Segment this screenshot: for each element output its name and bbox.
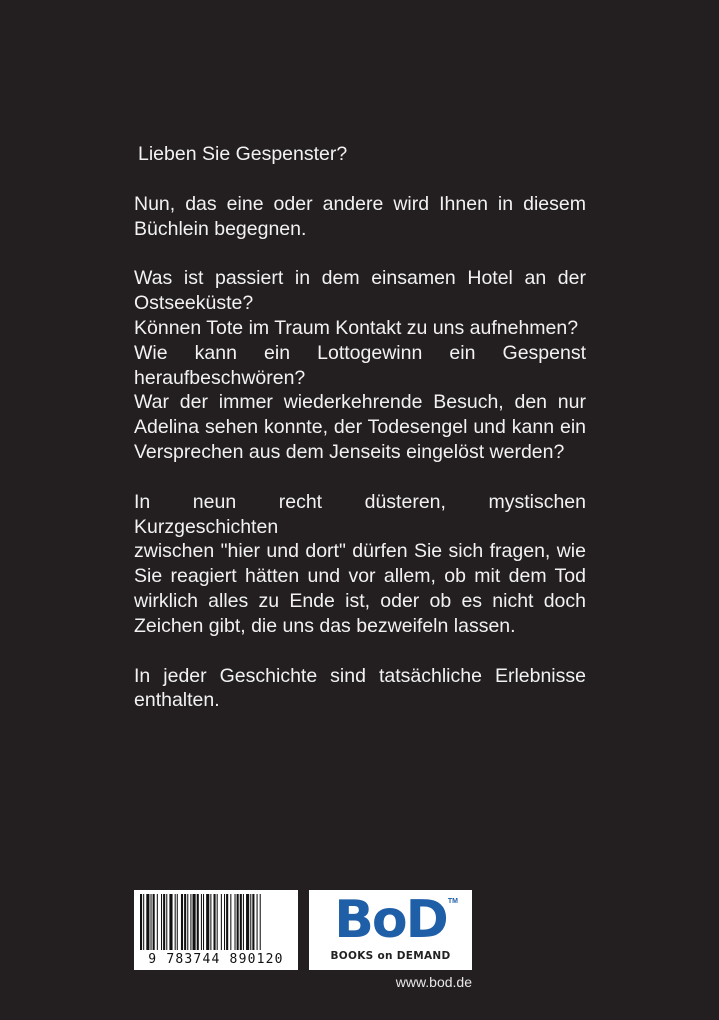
barcode-bar — [140, 894, 142, 950]
barcode-bar — [257, 894, 258, 950]
barcode-bar — [250, 894, 251, 950]
blurb-line: Zeichen gibt, die uns das bezweifeln lassen. — [134, 614, 516, 637]
blurb-paragraph-2 — [134, 192, 586, 242]
barcode-bar — [210, 894, 211, 950]
blurb-paragraph-5 — [134, 664, 586, 714]
barcode-bar — [252, 894, 254, 950]
publisher-logo — [309, 890, 472, 970]
barcode-bar — [166, 894, 167, 950]
barcode-bar — [143, 894, 144, 950]
blurb-line: Sie reagiert hätten und vor allem, ob mit dem Tod — [134, 565, 586, 588]
barcode-bar — [217, 894, 218, 950]
blurb-paragraph-4 — [134, 490, 586, 639]
barcode-bar — [237, 894, 239, 950]
blurb-line: Können Tote im Traum Kontakt zu uns aufnehmen? — [134, 316, 579, 339]
barcode-bar — [193, 894, 196, 950]
trademark-mark: TM — [447, 898, 458, 905]
blurb-line: In neun recht düsteren, mystischen Kurzgeschichten — [134, 490, 586, 538]
barcode-bar — [221, 894, 222, 950]
barcode-bar — [157, 894, 158, 950]
barcode-bar — [190, 894, 191, 950]
barcode-bar — [240, 894, 242, 950]
barcode-bar — [169, 894, 172, 950]
blurb-line: Versprechen aus dem Jenseits eingelöst werden? — [134, 440, 565, 463]
barcode-bar — [235, 894, 236, 950]
blurb-line: Adelina sehen konnte, der Todesengel und kann ein — [134, 416, 586, 439]
publisher-tagline: BOOKS on DEMAND — [330, 950, 451, 962]
barcode-bar — [177, 894, 178, 950]
barcode-bar — [197, 894, 199, 950]
blurb-line: Ostseeküste? — [134, 292, 254, 315]
barcode-bar — [226, 894, 228, 950]
barcode-bar — [246, 894, 249, 950]
blurb-line: wirklich alles zu Ende ist, oder ob es nicht doch — [134, 589, 586, 612]
isbn-barcode — [134, 890, 298, 970]
blurb-line: War der immer wiederkehrende Besuch, den nur — [134, 391, 586, 414]
blurb-line: enthalten. — [134, 689, 220, 712]
barcode-bars — [138, 894, 294, 950]
barcode-bar — [224, 894, 225, 950]
blurb-line: zwischen "hier und dort" dürfen Sie sich fragen, wie — [134, 540, 586, 563]
blurb-paragraph-1 — [134, 142, 586, 167]
barcode-bar — [203, 894, 204, 950]
blurb-line: Lieben Sie Gespenster? — [138, 143, 348, 165]
bod-logo-text: BoD — [334, 890, 447, 950]
blurb-line: heraufbeschwören? — [134, 366, 306, 389]
barcode-bar — [181, 894, 183, 950]
blurb-line: Was ist passiert in dem einsamen Hotel an der — [134, 267, 586, 290]
blurb-line: Wie kann ein Lottogewinn ein Gespenst — [134, 341, 586, 364]
barcode-bar — [153, 894, 155, 950]
barcode-bar — [146, 894, 149, 950]
barcode-bar — [243, 894, 244, 950]
back-cover-blurb — [134, 142, 586, 738]
blurb-line: Büchlein begegnen. — [134, 217, 307, 240]
barcode-bar — [163, 894, 165, 950]
barcode-bar — [151, 894, 152, 950]
isbn-digits: 9 783744 890120 — [148, 952, 284, 967]
barcode-bar — [161, 894, 162, 950]
barcode-bar — [206, 894, 209, 950]
barcode-bar — [184, 894, 186, 950]
publisher-website: www.bod.de — [395, 974, 472, 990]
blurb-paragraph-3 — [134, 266, 586, 464]
barcode-bar — [260, 894, 261, 950]
barcode-bar — [187, 894, 188, 950]
barcode-bar — [230, 894, 231, 950]
blurb-line: In jeder Geschichte sind tatsächliche Erlebnisse — [134, 664, 586, 687]
barcode-bar — [201, 894, 202, 950]
blurb-line: Nun, das eine oder andere wird Ihnen in diesem — [134, 192, 586, 215]
barcode-bar — [175, 894, 176, 950]
barcode-bar — [214, 894, 216, 950]
